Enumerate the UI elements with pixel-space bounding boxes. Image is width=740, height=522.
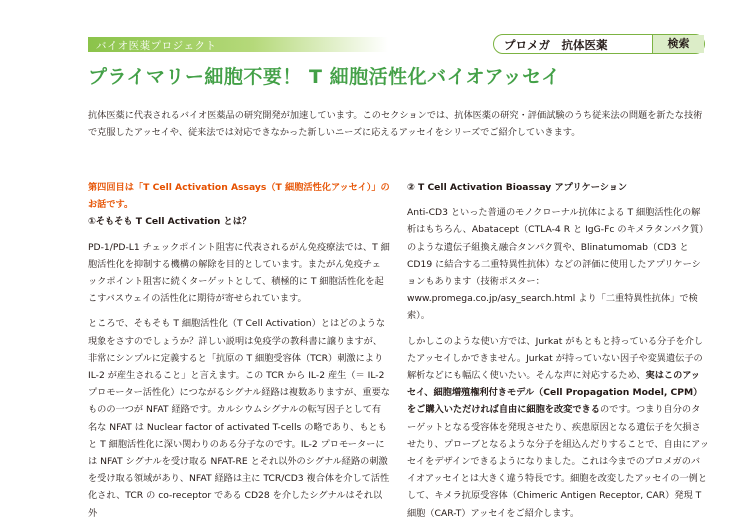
search-query[interactable]: プロメガ 抗体医薬 bbox=[504, 38, 608, 52]
right-paragraph-2-b: のです。つまり自分のターゲットとなる受容体を発現させたり、疾患原因となる遺伝子を欠損させたり、プローブとなるような分子を組込んだりすることで、自由にアッセイをデザインできるようになりました。これは今までのプロメガのバイオアッセイとは大きく違う特長です。細胞を改変したアッセイの一例として、キメラ抗原受容体（Chimeric Antigen Receptor, CAR）発現 T 細胞（CAR-T）アッセイをご紹介します。 bbox=[407, 404, 709, 519]
right-paragraph-1: Anti-CD3 といった普通のモノクローナル抗体による T 細胞活性化の解析はもちろん、Abatacept（CTLA-4 R と IgG-Fc のキメラタンパク質）のような遺伝子組換え融合タンパク質や、Blinatumomab（CD3 と CD19 に結合する二重特異性抗体）などの評価に使用したアプリケーションもあります（技術ポスター：www.promega.co.jp/asy_search.html より「二重特異性抗体」で検索）。 bbox=[407, 207, 709, 322]
right-paragraph-2 bbox=[407, 333, 709, 522]
right-paragraph-2-a: しかしこのような使い方では、Jurkat がもともと持っている分子を介したアッセイしかできません。Jurkat が持っていない因子や変異遺伝子の解析などにも幅広く使いたい。そんな声に対応するため、 bbox=[407, 335, 704, 382]
left-sub-heading: ①そもそも T Cell Activation とは？ bbox=[88, 216, 252, 228]
left-paragraph-1: PD-1/PD-L1 チェックポイント阻害に代表されるがん免疫療法では、T 細胞活性化を抑制する機構の解除を目的としています。またがん免疫チェックポイント阻害に続くターゲットとして、積極的に T 細胞活性化を起こすバスウェイの活性化に期待が寄せられています。 bbox=[88, 241, 390, 305]
right-paragraph-2-bold: 実はこのアッセイ、細胞増殖権利付きモデル（Cell Propagation Model, CPM）をご購入いただければ自由に細胞を改変できる bbox=[407, 370, 703, 416]
search-box[interactable] bbox=[493, 34, 705, 54]
left-heading: 第四回目は「T Cell Activation Assays（T 細胞活性化アッセイ）」のお話です。 bbox=[88, 182, 390, 211]
category-label: バイオ医薬プロジェクト bbox=[96, 40, 217, 52]
category-banner bbox=[88, 37, 388, 52]
right-heading: ② T Cell Activation Bioassay アプリケーション bbox=[407, 182, 628, 193]
left-paragraph-2: ところで、そもそも T 細胞活性化（T Cell Activation）とはどのような現象をさすのでしょうか？詳しい説明は免疫学の教科書に譲りますが、非常にシンプルに定義すると「抗原の T 細胞受容体（TCR）刺激により IL-2 が産生されること」と言えます。この TCR から IL-2 産生（＝ IL-2 プロモーター活性化）につながるシグナル経路は複数ありますが、重要なものの一つが NFAT 経路です。カルシウムシグナルの転写因子として有名な NFAT は Nuclear factor of activated T-cells の略であり、もともと T 細胞活性化に深い関わりのある分子なのです。IL-2 プロモーターには NFAT シグナルを受け取る NFAT-RE とそれ以外のシグナル経路の刺激を受け取る領域があり、NFAT 経路は主に TCR/CD3 複合体を介して活性化され、TCR の co-receptor である CD28 を介したシグナルはそれ以外 bbox=[88, 318, 390, 519]
page-title: プライマリー細胞不要！ T 細胞活性化バイオアッセイ bbox=[88, 66, 561, 88]
left-column bbox=[88, 179, 390, 522]
right-column bbox=[407, 179, 709, 522]
search-button[interactable]: 検索 bbox=[652, 35, 704, 53]
intro-paragraph: 抗体医薬に代表されるバイオ医薬品の研究開発が加速しています。このセクションでは、抗体医薬の研究・評価試験のうち従来法の問題を新たな技術で克服したアッセイや、従来法では対応できなかった新しいニーズに応えるアッセイをシリーズでご紹介していきます。 bbox=[88, 110, 703, 138]
